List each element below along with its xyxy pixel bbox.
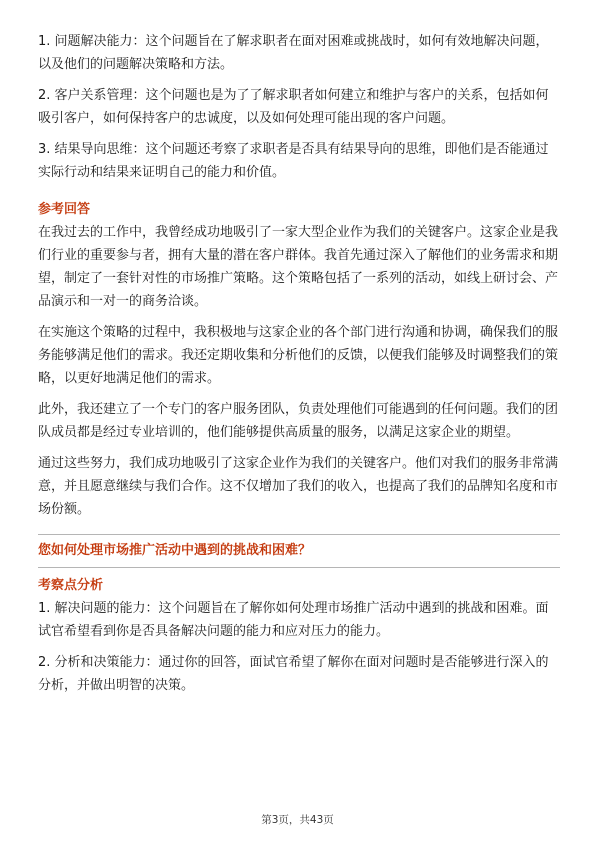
- analysis-point-1: 1. 解决问题的能力：这个问题旨在了解你如何处理市场推广活动中遇到的挑战和困难。面试官希望看到你是否具备解决问题的能力和应对压力的能力。: [38, 601, 549, 639]
- page-number: 第3页，共43页: [261, 814, 334, 826]
- analysis-heading: 考察点分析: [38, 578, 104, 593]
- intro-point-3: 3. 结果导向思维：这个问题还考察了求职者是否具有结果导向的思维，即他们是否能通过实际行动和结果来证明自己的能力和价值。: [38, 142, 549, 180]
- analysis-point-2: 2. 分析和决策能力：通过你的回答，面试官希望了解你在面对问题时是否能够进行深入的分析，并做出明智的决策。: [38, 655, 549, 693]
- intro-point-2: 2. 客户关系管理：这个问题也是为了了解求职者如何建立和维护与客户的关系，包括如何吸引客户，如何保持客户的忠诚度，以及如何处理可能出现的客户问题。: [38, 88, 549, 126]
- question-title: 您如何处理市场推广活动中遇到的挑战和困难？: [38, 543, 312, 558]
- reference-paragraph-4: 通过这些努力，我们成功地吸引了这家企业作为我们的关键客户。他们对我们的服务非常满意，并且愿意继续与我们合作。这不仅增加了我们的收入，也提高了我们的品牌知名度和市场份额。: [38, 456, 559, 517]
- reference-paragraph-3: 此外，我还建立了一个专门的客户服务团队，负责处理他们可能遇到的任何问题。我们的团队成员都是经过专业培训的，他们能够提供高质量的服务，以满足这家企业的期望。: [38, 402, 559, 440]
- page-content: [38, 30, 560, 697]
- section-divider-top: [38, 534, 560, 535]
- reference-paragraph-2: 在实施这个策略的过程中，我积极地与这家企业的各个部门进行沟通和协调，确保我们的服务能够满足他们的需求。我还定期收集和分析他们的反馈，以便我们能够及时调整我们的策略，以更好地满足他们的需求。: [38, 325, 559, 386]
- section-divider-bottom: [38, 567, 560, 568]
- intro-point-1: 1. 问题解决能力：这个问题旨在了解求职者在面对困难或挑战时，如何有效地解决问题，以及他们的问题解决策略和方法。: [38, 34, 549, 72]
- reference-answer-heading: 参考回答: [38, 202, 91, 217]
- reference-paragraph-1: 在我过去的工作中，我曾经成功地吸引了一家大型企业作为我们的关键客户。这家企业是我们行业的重要参与者，拥有大量的潜在客户群体。我首先通过深入了解他们的业务需求和期望，制定了一套针对性的市场推广策略。这个策略包括了一系列的活动，如线上研讨会、产品演示和一对一的商务洽谈。: [38, 225, 559, 309]
